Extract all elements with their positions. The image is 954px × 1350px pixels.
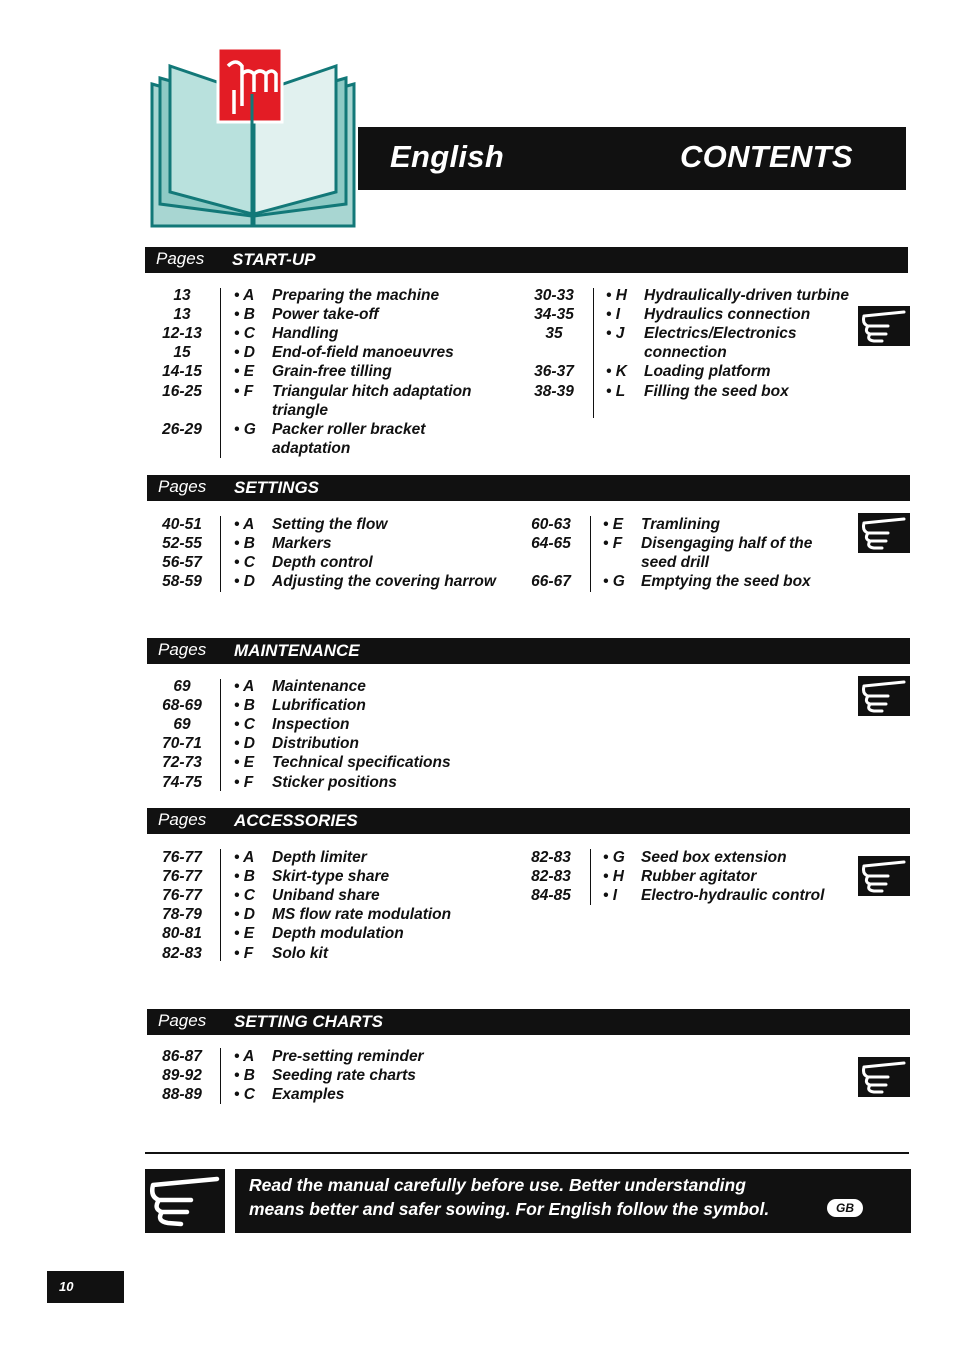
toc-entry bbox=[150, 773, 490, 792]
toc-entry bbox=[150, 753, 490, 772]
toc-letter: • G bbox=[603, 573, 625, 591]
section-bar-maintenance bbox=[147, 638, 910, 664]
toc-page-range: 58-59 bbox=[162, 573, 202, 591]
pointing-hand-icon bbox=[145, 1169, 225, 1233]
toc-letter: • E bbox=[234, 754, 255, 772]
toc-letter: • I bbox=[606, 306, 621, 324]
toc-letter: • J bbox=[606, 325, 625, 343]
pointing-hand-icon bbox=[858, 1057, 910, 1097]
toc-page-range: 64-65 bbox=[531, 535, 571, 553]
pointing-hand-icon bbox=[858, 856, 910, 896]
toc-page-range: 68-69 bbox=[162, 697, 202, 715]
toc-entry-text: Electro-hydraulic control bbox=[641, 887, 825, 905]
toc-entry-text: Emptying the seed box bbox=[641, 573, 811, 591]
pages-label: Pages bbox=[158, 1011, 207, 1030]
toc-page-range: 88-89 bbox=[162, 1086, 202, 1104]
toc-letter: • F bbox=[234, 382, 254, 400]
toc-entry bbox=[150, 1066, 490, 1085]
contents-title: CONTENTS bbox=[680, 139, 853, 174]
divider-line bbox=[220, 1048, 221, 1104]
toc-entry-text: Grain-free tilling bbox=[272, 363, 392, 381]
toc-letter: • D bbox=[234, 735, 255, 753]
toc-entry-text: Electrics/Electronics bbox=[644, 325, 797, 343]
toc-page-range: 16-25 bbox=[162, 382, 202, 400]
toc-page-range: 34-35 bbox=[534, 306, 574, 324]
toc-entry-text: Power take-off bbox=[272, 306, 379, 324]
toc-page-range: 35 bbox=[545, 325, 563, 343]
toc-entry bbox=[150, 324, 490, 343]
toc-entry-text: Rubber agitator bbox=[641, 868, 757, 886]
toc-page-range: 78-79 bbox=[162, 906, 202, 924]
section-title-startup: START-UP bbox=[232, 250, 316, 269]
toc-letter: • C bbox=[234, 716, 255, 734]
toc-letter: • C bbox=[234, 554, 255, 572]
toc-page-range: 82-83 bbox=[162, 944, 202, 962]
toc-entry bbox=[150, 696, 490, 715]
toc-entry bbox=[150, 715, 490, 734]
toc-letter: • C bbox=[234, 1086, 255, 1104]
toc-entry bbox=[522, 324, 862, 362]
toc-entry-text: Distribution bbox=[272, 735, 359, 753]
toc-entry bbox=[150, 572, 496, 591]
toc-page-range: 80-81 bbox=[162, 925, 202, 943]
toc-entry-text: Depth modulation bbox=[272, 925, 404, 943]
toc-entry bbox=[150, 848, 490, 867]
toc-entry bbox=[150, 286, 490, 305]
toc-entry-text: Depth limiter bbox=[272, 849, 367, 866]
toc-page-range: 72-73 bbox=[162, 754, 202, 772]
toc-page-range: 15 bbox=[173, 344, 191, 362]
toc-entry bbox=[522, 382, 862, 401]
section-bar-startup bbox=[145, 247, 908, 273]
toc-entry bbox=[522, 362, 862, 381]
toc-page-range: 38-39 bbox=[534, 382, 574, 400]
toc-entry bbox=[150, 734, 490, 753]
pages-label: Pages bbox=[158, 640, 207, 659]
divider-line bbox=[593, 288, 594, 418]
notice-bar bbox=[235, 1169, 911, 1233]
toc-entry bbox=[519, 534, 859, 572]
divider-line bbox=[220, 849, 221, 961]
pages-label: Pages bbox=[158, 477, 207, 496]
toc-entry-text: Seeding rate charts bbox=[272, 1067, 416, 1085]
toc-page-range: 30-33 bbox=[534, 287, 574, 304]
toc-letter: • F bbox=[234, 773, 254, 791]
open-book-logo-icon bbox=[150, 44, 356, 228]
toc-entry-text: connection bbox=[644, 344, 727, 362]
toc-entry-text: Disengaging half of the bbox=[641, 535, 813, 553]
toc-letter: • E bbox=[234, 925, 255, 943]
toc-letter: • F bbox=[603, 535, 623, 553]
toc-entry bbox=[150, 382, 490, 420]
toc-entry-text: Adjusting the covering harrow bbox=[272, 573, 496, 591]
toc-page-range: 76-77 bbox=[162, 868, 202, 886]
toc-letter: • E bbox=[603, 516, 624, 533]
toc-page-range: 76-77 bbox=[162, 887, 202, 905]
pointing-hand-icon bbox=[858, 306, 910, 346]
divider-rule bbox=[145, 1152, 909, 1154]
toc-entry-text: End-of-field manoeuvres bbox=[272, 344, 454, 362]
language-title: English bbox=[390, 139, 505, 174]
section-bar-settings bbox=[147, 475, 910, 501]
toc-letter: • B bbox=[234, 535, 255, 553]
divider-line bbox=[220, 516, 221, 592]
toc-page-range: 13 bbox=[173, 287, 191, 304]
toc-page-range: 14-15 bbox=[162, 363, 202, 381]
toc-entry-text: Technical specifications bbox=[272, 754, 451, 772]
toc-entry bbox=[150, 886, 490, 905]
pages-label: Pages bbox=[156, 249, 205, 268]
divider-line bbox=[220, 679, 221, 791]
toc-page-range: 56-57 bbox=[162, 554, 202, 572]
toc-entry-text: Uniband share bbox=[272, 887, 380, 905]
toc-entry bbox=[150, 343, 490, 362]
toc-entry-text: Preparing the machine bbox=[272, 287, 440, 304]
notice-line-1: Read the manual carefully before use. Better understanding bbox=[249, 1175, 746, 1195]
toc-page-range: 26-29 bbox=[162, 420, 202, 438]
toc-entry-text: Filling the seed box bbox=[644, 382, 789, 400]
toc-entry bbox=[150, 420, 490, 458]
toc-entry-text: Seed box extension bbox=[641, 849, 787, 866]
toc-entry bbox=[519, 867, 859, 886]
toc-entry bbox=[519, 515, 859, 534]
toc-letter: • H bbox=[606, 287, 627, 304]
toc-letter: • A bbox=[234, 516, 255, 533]
divider-line bbox=[590, 516, 591, 592]
toc-entry-text: Hydraulics connection bbox=[644, 306, 811, 324]
toc-page-range: 69 bbox=[173, 716, 191, 734]
toc-page-range: 69 bbox=[173, 678, 191, 695]
toc-letter: • G bbox=[234, 420, 256, 438]
toc-letter: • B bbox=[234, 306, 255, 324]
toc-letter: • B bbox=[234, 697, 255, 715]
toc-entry bbox=[150, 944, 490, 963]
toc-entry-text: Handling bbox=[272, 325, 339, 343]
toc-letter: • H bbox=[603, 868, 624, 886]
pointing-hand-icon bbox=[858, 676, 910, 716]
toc-page-range: 12-13 bbox=[162, 325, 202, 343]
toc-letter: • A bbox=[234, 287, 255, 304]
toc-page-range: 70-71 bbox=[162, 735, 202, 753]
toc-page-range: 60-63 bbox=[531, 516, 571, 533]
toc-entry bbox=[522, 305, 862, 324]
toc-letter: • G bbox=[603, 849, 625, 866]
toc-letter: • A bbox=[234, 678, 255, 695]
toc-entry-text: Sticker positions bbox=[272, 773, 397, 791]
page-number: 10 bbox=[59, 1279, 74, 1294]
toc-entry bbox=[150, 677, 490, 696]
pages-label: Pages bbox=[158, 810, 207, 829]
toc-letter: • C bbox=[234, 325, 255, 343]
toc-page-range: 82-83 bbox=[531, 868, 571, 886]
toc-entry-text: Maintenance bbox=[272, 678, 366, 695]
toc-page-range: 82-83 bbox=[531, 849, 571, 866]
toc-entry bbox=[150, 1085, 490, 1104]
divider-line bbox=[220, 288, 221, 458]
toc-page-range: 76-77 bbox=[162, 849, 202, 866]
toc-entry-text: Hydraulically-driven turbine bbox=[644, 287, 849, 304]
section-title-setting-charts: SETTING CHARTS bbox=[234, 1012, 383, 1031]
section-title-accessories: ACCESSORIES bbox=[234, 811, 358, 830]
toc-entry-text: MS flow rate modulation bbox=[272, 906, 452, 924]
toc-letter: • E bbox=[234, 363, 255, 381]
section-title-settings: SETTINGS bbox=[234, 478, 320, 497]
toc-letter: • B bbox=[234, 1067, 255, 1085]
section-bar-setting-charts bbox=[147, 1009, 910, 1035]
toc-page-range: 84-85 bbox=[531, 887, 571, 905]
toc-page-range: 36-37 bbox=[534, 363, 574, 381]
toc-entry-text: seed drill bbox=[641, 554, 710, 572]
toc-letter: • A bbox=[234, 849, 255, 866]
toc-letter: • D bbox=[234, 344, 255, 362]
toc-entry bbox=[150, 515, 490, 534]
toc-entry bbox=[519, 572, 859, 591]
toc-page-range: 86-87 bbox=[162, 1048, 202, 1065]
toc-letter: • A bbox=[234, 1048, 255, 1065]
toc-letter: • B bbox=[234, 868, 255, 886]
pointing-hand-icon bbox=[858, 513, 910, 553]
toc-letter: • K bbox=[606, 363, 627, 381]
toc-letter: • D bbox=[234, 906, 255, 924]
toc-entry bbox=[150, 924, 490, 943]
section-title-maintenance: MAINTENANCE bbox=[234, 641, 360, 660]
toc-page-range: 13 bbox=[173, 306, 191, 324]
toc-page-range: 40-51 bbox=[162, 516, 202, 533]
toc-page-range: 89-92 bbox=[162, 1067, 202, 1085]
section-bar-accessories bbox=[147, 808, 910, 834]
toc-entry-text: Setting the flow bbox=[272, 516, 388, 533]
toc-entry bbox=[150, 553, 490, 572]
toc-entry-text: Inspection bbox=[272, 716, 350, 734]
toc-letter: • F bbox=[234, 944, 254, 962]
divider-line bbox=[590, 849, 591, 905]
toc-entry bbox=[150, 534, 490, 553]
toc-entry-text: Triangular hitch adaptation bbox=[272, 382, 472, 400]
toc-entry-text: Markers bbox=[272, 535, 332, 553]
toc-entry-text: Loading platform bbox=[644, 363, 771, 381]
toc-entry-text: Examples bbox=[272, 1086, 345, 1104]
notice-line-2: means better and safer sowing. For English follow the symbol. bbox=[249, 1199, 770, 1219]
toc-entry-text: Packer roller bracket bbox=[272, 420, 426, 438]
toc-entry-text: triangle bbox=[272, 401, 328, 419]
toc-page-range: 66-67 bbox=[531, 573, 571, 591]
toc-page-range: 74-75 bbox=[162, 773, 202, 791]
toc-entry-text: Skirt-type share bbox=[272, 868, 390, 886]
toc-entry bbox=[150, 305, 490, 324]
toc-entry bbox=[150, 362, 490, 381]
language-badge: GB bbox=[827, 1199, 863, 1217]
toc-entry bbox=[522, 286, 862, 305]
toc-letter: • L bbox=[606, 382, 626, 400]
toc-entry-text: Solo kit bbox=[272, 944, 328, 962]
toc-entry bbox=[150, 1047, 490, 1066]
toc-letter: • D bbox=[234, 573, 255, 591]
toc-page-range: 52-55 bbox=[162, 535, 202, 553]
toc-entry bbox=[150, 867, 490, 886]
toc-entry bbox=[519, 886, 859, 905]
page-number-box bbox=[47, 1271, 124, 1303]
toc-letter: • I bbox=[603, 887, 618, 905]
toc-entry bbox=[519, 848, 859, 867]
toc-entry bbox=[150, 905, 490, 924]
toc-entry-text: adaptation bbox=[272, 439, 351, 457]
toc-entry-text: Lubrification bbox=[272, 697, 366, 715]
toc-entry-text: Depth control bbox=[272, 554, 373, 572]
toc-letter: • C bbox=[234, 887, 255, 905]
toc-entry-text: Tramlining bbox=[641, 516, 720, 533]
toc-entry-text: Pre-setting reminder bbox=[272, 1048, 424, 1065]
title-bar bbox=[358, 127, 906, 190]
